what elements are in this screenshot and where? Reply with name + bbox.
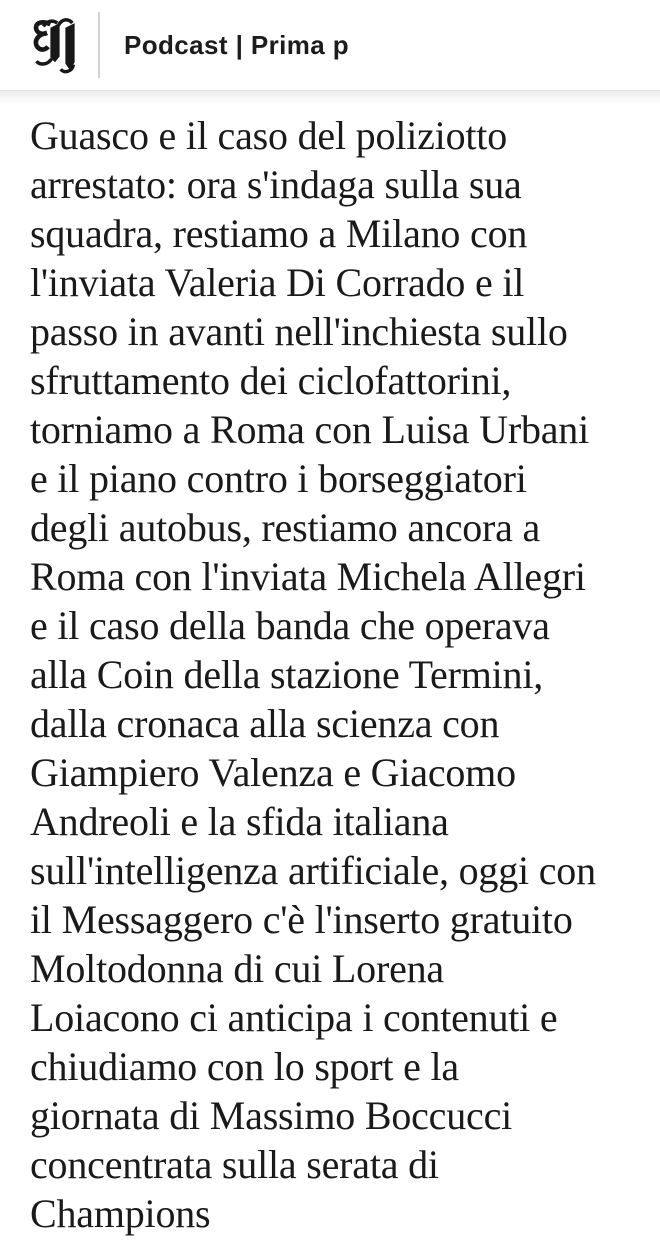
text-line: Moltodonna di cui Lorena xyxy=(30,946,444,991)
text-line: sull'intelligenza artificiale, oggi con xyxy=(30,848,596,893)
text-line: e il caso della banda che operava xyxy=(30,603,550,648)
text-line: Loiacono ci anticipa i contenuti e xyxy=(30,995,558,1040)
text-line: il Messaggero c'è l'inserto gratuito xyxy=(30,897,573,942)
text-line: e il piano contro i borseggiatori xyxy=(30,456,527,501)
header-shadow-band xyxy=(0,90,660,106)
page-title: Podcast | Prima p xyxy=(124,29,350,60)
app-header xyxy=(0,0,660,90)
text-line: squadra, restiamo a Milano con xyxy=(30,211,528,256)
text-line: l'inviata Valeria Di Corrado e il xyxy=(30,260,525,305)
text-line: degli autobus, restiamo ancora a xyxy=(30,505,541,550)
text-line: dalla cronaca alla scienza con xyxy=(30,701,500,746)
podcast-episode-description xyxy=(0,106,660,1238)
text-line: Champions xyxy=(30,1191,211,1236)
text-line: Andreoli e la sfida italiana xyxy=(30,799,449,844)
text-line: arrestato: ora s'indaga sulla sua xyxy=(30,162,522,207)
text-line: concentrata sulla serata di xyxy=(30,1142,439,1187)
text-line: alla Coin della stazione Termini, xyxy=(30,652,544,697)
text-line: sfruttamento dei ciclofattorini, xyxy=(30,358,512,403)
text-line: Giampiero Valenza e Giacomo xyxy=(30,750,516,795)
text-line: torniamo a Roma con Luisa Urbani xyxy=(30,407,590,452)
text-line: Guasco e il caso del poliziotto xyxy=(30,113,508,158)
blackletter-m-glyph xyxy=(28,15,82,75)
text-line: passo in avanti nell'inchiesta sullo xyxy=(30,309,568,354)
text-line: giornata di Massimo Boccucci xyxy=(30,1093,513,1138)
text-line: Roma con l'inviata Michela Allegri xyxy=(30,554,586,599)
text-line: chiudiamo con lo sport e la xyxy=(30,1044,459,1089)
header-vertical-divider xyxy=(98,12,100,78)
messaggero-blackletter-m-logo-icon[interactable] xyxy=(28,15,82,75)
